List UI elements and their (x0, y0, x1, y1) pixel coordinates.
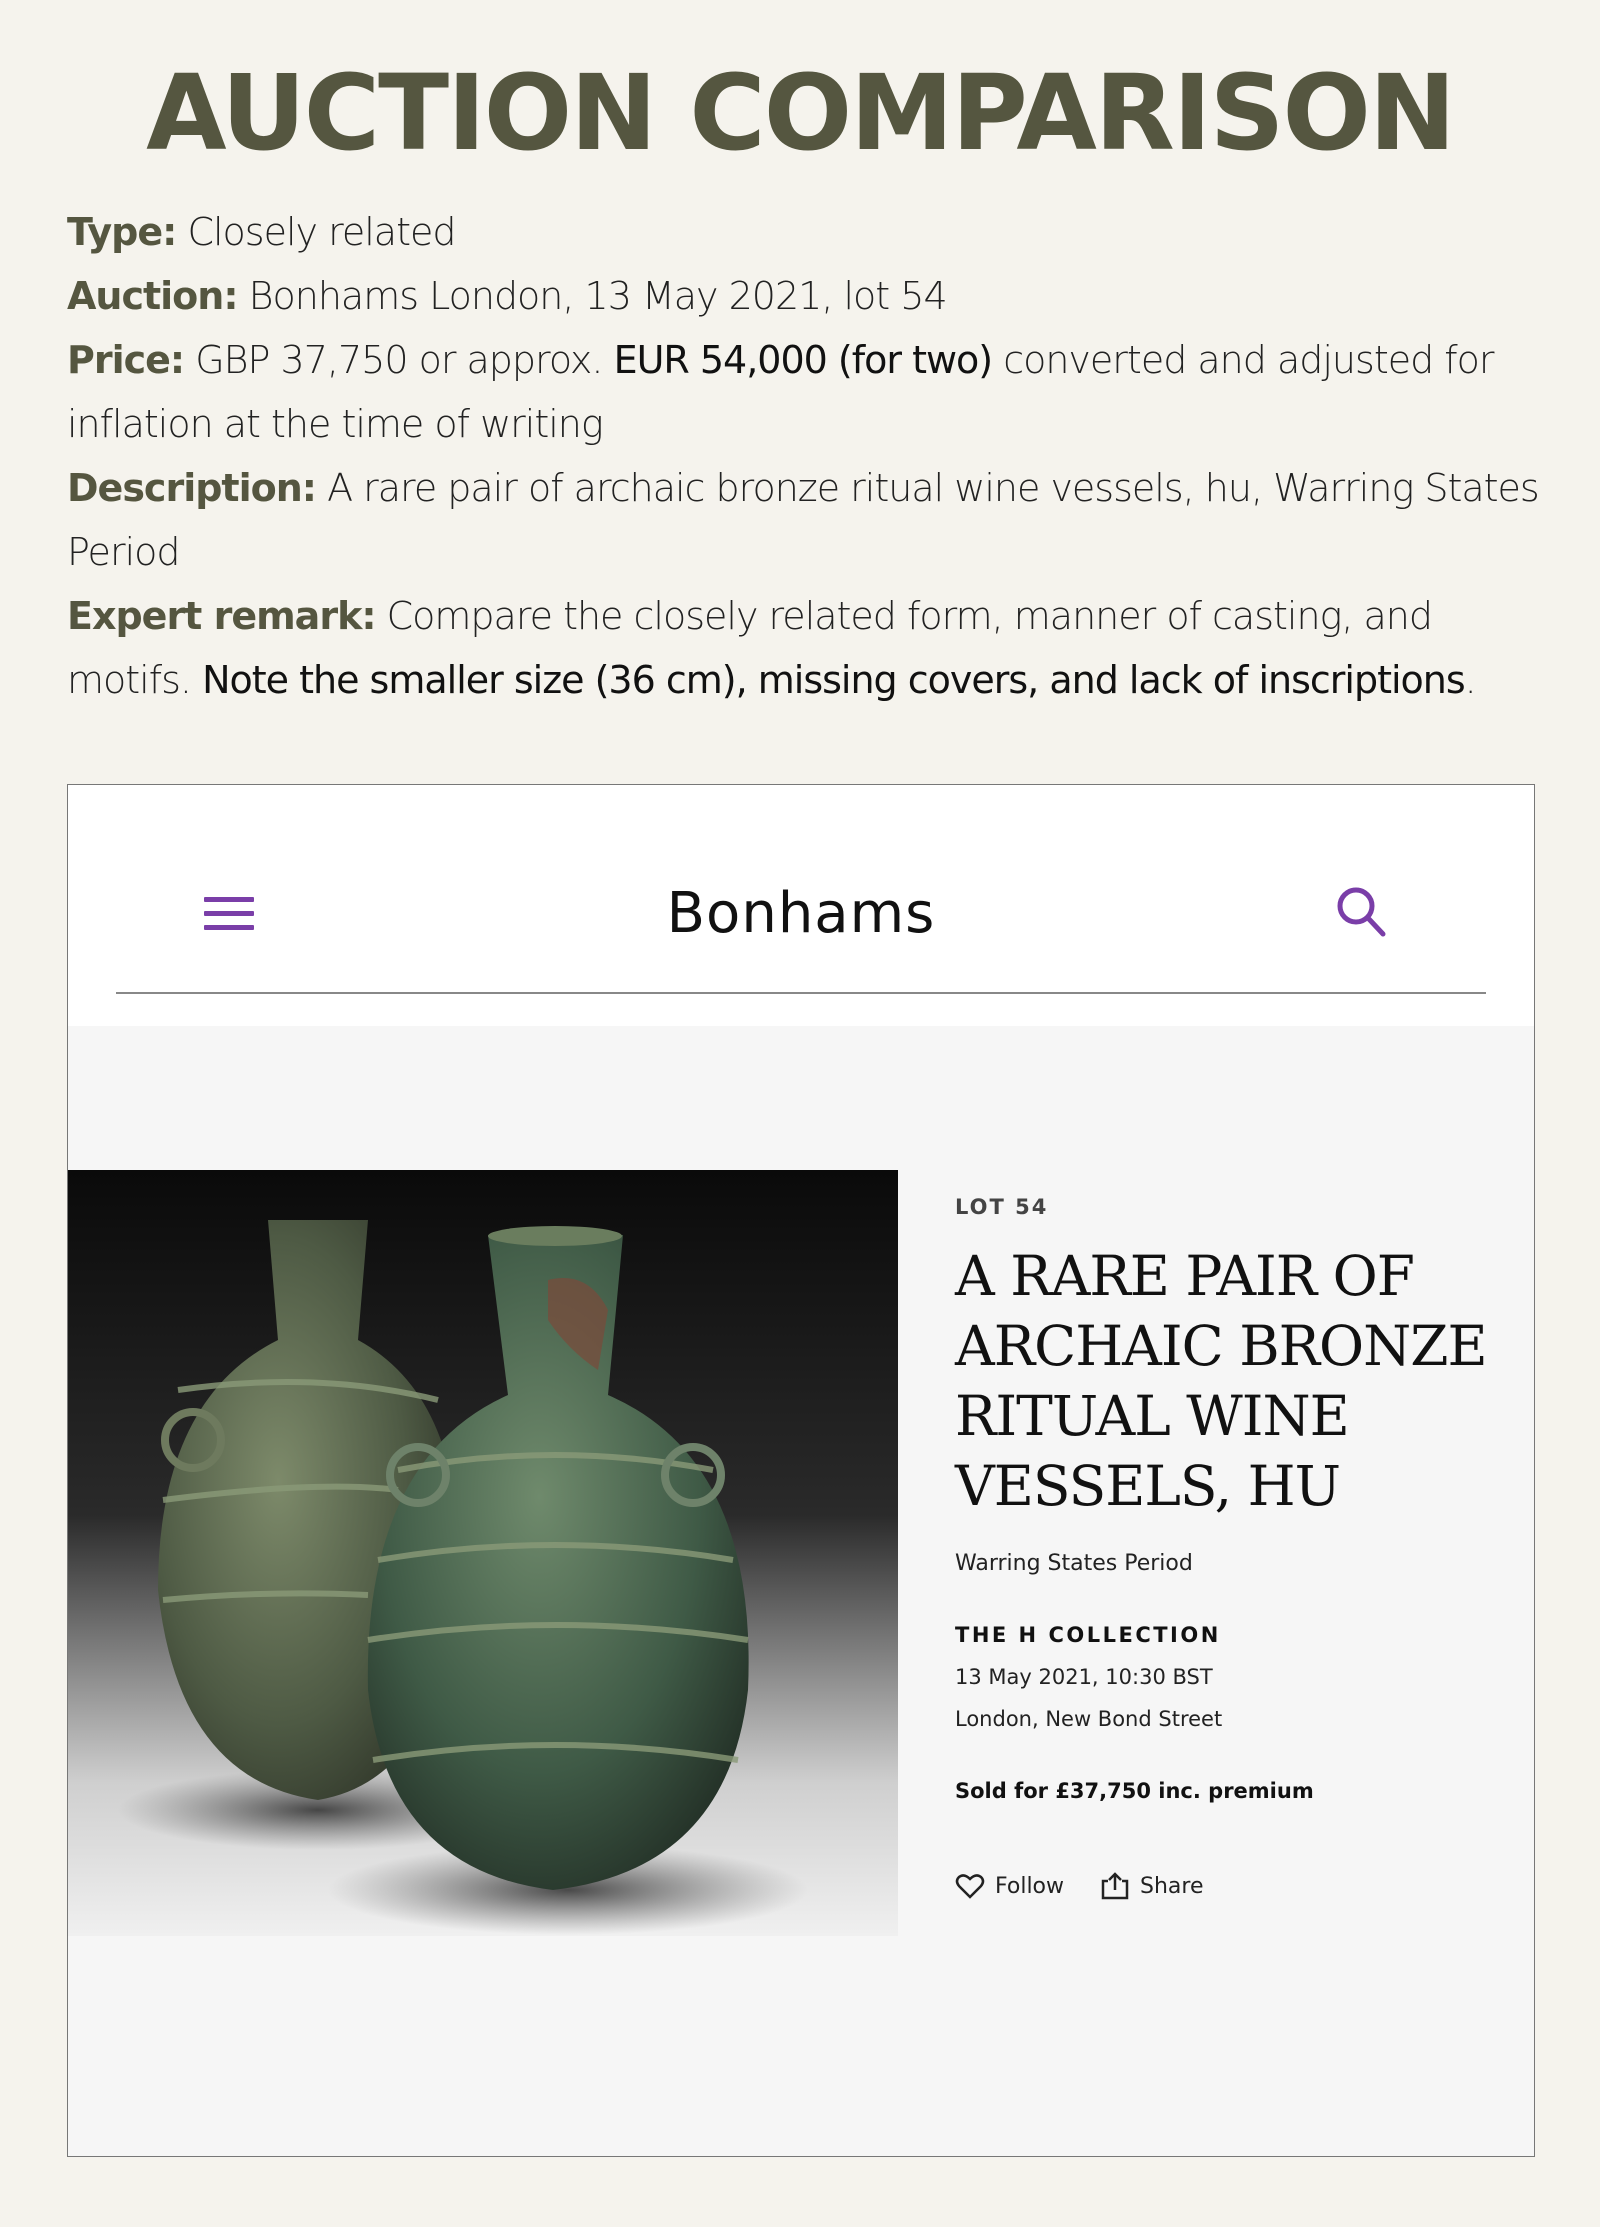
search-icon[interactable] (1333, 884, 1389, 940)
lot-actions (955, 1871, 1204, 1901)
site-header (68, 785, 1534, 1026)
sold-price: Sold for £37,750 inc. premium (955, 1779, 1314, 1803)
lot-image[interactable] (68, 1170, 898, 1936)
comparison-info (67, 200, 1547, 712)
sale-collection[interactable]: THE H COLLECTION (955, 1623, 1221, 1647)
lot-period: Warring States Period (955, 1551, 1193, 1576)
lot-number: LOT 54 (955, 1195, 1049, 1219)
description-row: Description: A rare pair of archaic bronze ritual wine vessels, hu, Warring States Period (67, 466, 1539, 574)
remark-row: Expert remark: Compare the closely related form, manner of casting, and motifs. Note the smaller size (36 cm), missing covers, and lack of inscriptions. (67, 594, 1476, 702)
bonhams-screenshot (67, 784, 1535, 2157)
share-button[interactable]: Share (1140, 1873, 1204, 1899)
auction-row: Auction: Bonhams London, 13 May 2021, lot 54 (67, 274, 947, 318)
heart-icon (955, 1872, 985, 1900)
page-title: AUCTION COMPARISON (146, 52, 1454, 174)
price-row: Price: GBP 37,750 or approx. EUR 54,000 (for two) converted and adjusted for inflation at the time of writing (67, 338, 1494, 446)
bonhams-logo[interactable]: Bonhams (666, 881, 936, 946)
share-icon (1100, 1871, 1130, 1901)
lot-title: A RARE PAIR OF ARCHAIC BRONZE RITUAL WINE VESSELS, HU (955, 1244, 1487, 1518)
type-row: Type: Closely related (67, 210, 456, 254)
header-divider (116, 992, 1486, 994)
follow-button[interactable]: Follow (995, 1873, 1065, 1899)
sale-date: 13 May 2021, 10:30 BST (955, 1665, 1213, 1689)
sale-location: London, New Bond Street (955, 1707, 1223, 1731)
